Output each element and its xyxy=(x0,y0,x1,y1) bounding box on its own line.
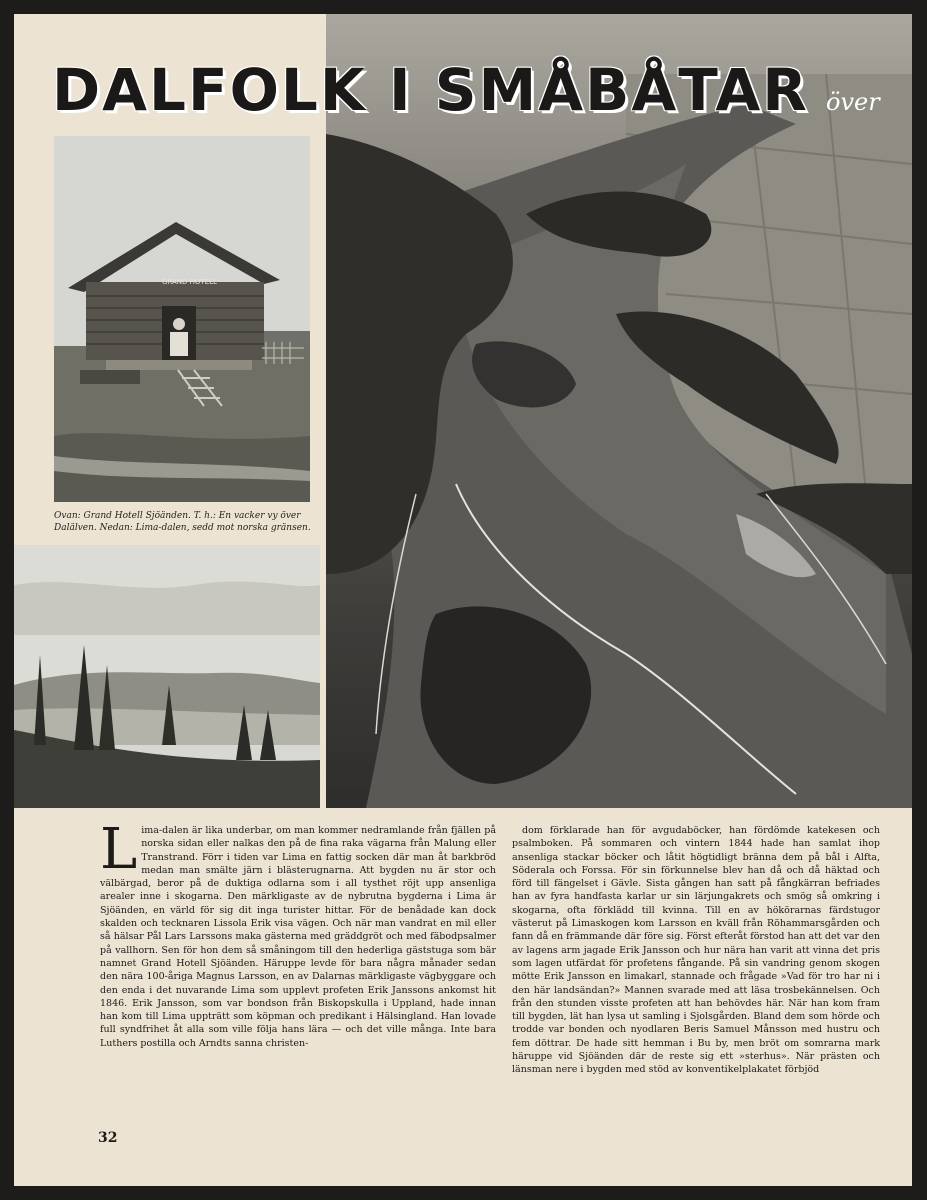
article-left-text: ima-dalen är lika underbar, om man kommer nedramlande från fjällen på norska sidan eller nalkas den på de fina raka vägarna från Malung eller Transtrand. Förr i tiden var Lima en fattig socken där man åt barkbröd medan man smälte järn i blästerugnarna. Att bygden nu är stor och välbärgad, beror på de duktiga odlarna som i all tysthet röjt upp ansenliga arealer inne i skogarna. Den märkligaste av de nybrutna bygderna i Lima är Sjöänden, en värld för sig dit inga turister hittar. För de benådade kan dock skalden och tecknaren Lissola Erik visa vägen. Och när man vandrat en mil eller så hälsar Pål Lars Larssons maka gästerna med gräddgröt och med fäbodpsalmer på vallhorn. Sen för hon dem så småningom till den hederliga gäststuga som bär namnet Grand Hotell Sjöänden. Häruppe levde för bara några månader sedan den nära 100-åriga Magnus Larsson, en av Dalarnas märkligaste vägbyggare och den enda i det nuvarande Lima som upplevt profeten Erik Janssons ankomst hit 1846. Erik Jansson, som var bondson från Biskopskulla i Uppland, hade innan han kom till Lima uppträtt som köpman och predikant i Hälsingland. Han lovade full syndfrihet åt alla som ville följa hans lära — och det ville många. Inte bara Luthers postilla och Arndts sanna christen- xyxy=(100,825,496,1049)
page-number: 32 xyxy=(98,1130,118,1146)
porch xyxy=(106,360,252,370)
headline: DALFOLK I SMÅBÅTAR xyxy=(52,56,809,124)
photo-caption: Ovan: Grand Hotell Sjöänden. T. h.: En vacker vy över Dalälven. Nedan: Lima-dalen, sedd mot norska gränsen. xyxy=(54,511,311,533)
person-body xyxy=(170,332,188,356)
valley-illustration xyxy=(14,545,320,808)
article-column-right: dom förklarade han för avgudaböcker, han fördömde katekesen och psalmboken. På sommaren och vintern 1844 hade han samlat ihop ansenliga stackar böcker och låtit högtidligt bränna dem på bål i Alfta, Söderala och Forssa. För sin förkunnelse blev han då och då häktad och förd till fängelset i Gävle. Sista gången han satt på fångkärran befriades han av fyra handfasta karlar ur sin lärjungakrets och smög så omkring i skogarna, ofta förklädd till kvinna. Till en av hökörarnas färdstugor västerut på Limaskogen kom Larsson en kväll från Röhammarsgården och fann då en främmande där före sig. Först efteråt förstod han att det var den av lagens arm jagade Erik Jansson och hur nära han varit att vinna det pris som lagen utfärdat för profetens fångande. På sin vandring genom skogen mötte Erik Jansson en limakarl, stannade och frågade »Vad för tro har ni i den här landsändan?» Mannen svarade med att läsa trosbekännelsen. Och från den stunden visste profeten att han behövdes här. När han kom fram till bygden, lät han lysa ut samling i Sjolsgården. Bland dem som hörde och trodde var bonden och nyodlaren Beris Samuel Månsson med hustru och fem döttrar. De hade sitt hemman i Bu by, men bröt om somrarna mark häruppe vid Sjöänden där de reste sig ett »sterhus». När prästen och länsman nere i bygden med stöd av konventikelplakatet förbjöd xyxy=(512,825,880,1076)
drop-cap: L xyxy=(100,817,138,882)
cabin-illustration xyxy=(54,136,310,502)
headline-continuation: över xyxy=(826,88,880,116)
aerial-river-photo xyxy=(326,14,912,808)
aerial-river-illustration xyxy=(326,14,912,808)
lima-valley-photo xyxy=(14,545,320,808)
cabin-sign: GRAND HOTELL xyxy=(162,278,217,286)
article-column-left xyxy=(100,817,496,1050)
magazine-page xyxy=(14,14,912,1186)
cabin-foundation xyxy=(80,370,140,384)
clouds xyxy=(14,581,320,635)
person-head xyxy=(173,318,185,330)
cabin-photo xyxy=(54,136,310,502)
